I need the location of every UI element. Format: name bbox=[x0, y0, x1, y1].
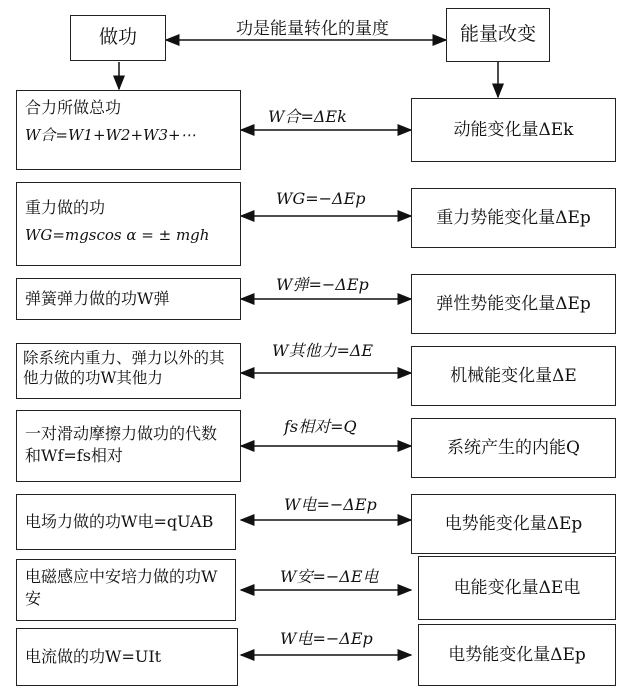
left-text-4: 除系统内重力、弹力以外的其他力做的功W其他力 bbox=[23, 349, 225, 388]
right-box-elastic-potential bbox=[411, 274, 616, 334]
right-box-kinetic bbox=[411, 98, 616, 162]
left-text-7: 电磁感应中安培力做的功W安 bbox=[25, 567, 218, 608]
right-text-1: 动能变化量ΔEk bbox=[453, 119, 574, 140]
left-box-friction bbox=[16, 410, 241, 482]
link-label-8: W电=−ΔEp bbox=[280, 629, 373, 648]
link-label-2: WG=−ΔEp bbox=[276, 189, 366, 208]
left-box-other-forces bbox=[16, 343, 241, 399]
link-label-7: W安=−ΔE电 bbox=[280, 567, 379, 586]
left-text-2: 重力做的功 bbox=[25, 198, 106, 217]
left-box-spring bbox=[16, 278, 241, 320]
right-box-internal-energy bbox=[411, 418, 616, 478]
right-box-gravity-potential bbox=[411, 188, 616, 248]
link-label-1: W合=ΔEk bbox=[268, 107, 347, 126]
right-text-2-label: 重力势能变化量ΔEp bbox=[436, 207, 591, 228]
left-text-5: 一对滑动摩擦力做功的代数和Wf=fs相对 bbox=[25, 424, 218, 465]
link-label-5: fs相对=Q bbox=[284, 417, 357, 436]
link-label-4: W其他力=ΔE bbox=[272, 341, 374, 360]
left-box-gravity bbox=[16, 182, 241, 266]
right-box-electrical-energy bbox=[418, 556, 616, 620]
right-text-8: 电势能变化量ΔEp bbox=[448, 644, 586, 665]
work-header-box bbox=[70, 15, 166, 61]
left-formula-2: WG=mgscos α = ± mgh bbox=[25, 225, 210, 244]
link-label-6: W电=−ΔEp bbox=[284, 495, 377, 514]
left-text-8: 电流做的功W=UIt bbox=[25, 647, 162, 667]
work-header-title: 做功 bbox=[98, 26, 137, 49]
left-formula-1: W合=W1+W2+W3+⋯ bbox=[25, 125, 196, 144]
energy-header-title: 能量改变 bbox=[459, 23, 536, 46]
header-center-label: 功是能量转化的量度 bbox=[236, 19, 389, 39]
left-box-net-work bbox=[16, 90, 241, 170]
right-text-7: 电能变化量ΔE电 bbox=[453, 577, 581, 598]
right-text-4: 机械能变化量ΔE bbox=[450, 365, 577, 386]
left-box-ampere bbox=[16, 559, 236, 621]
right-box-electric-potential bbox=[411, 494, 616, 554]
left-box-electric-field bbox=[16, 494, 236, 550]
left-text-1: 合力所做总功 bbox=[25, 98, 122, 117]
right-box-mechanical bbox=[411, 346, 616, 406]
left-text-6: 电场力做的功W电=qUAB bbox=[25, 512, 214, 532]
left-text-3: 弹簧弹力做的功W弹 bbox=[25, 289, 170, 309]
right-box-electric-potential-2 bbox=[418, 624, 616, 686]
right-text-5: 系统产生的内能Q bbox=[447, 437, 580, 458]
right-text-3: 弹性势能变化量ΔEp bbox=[436, 293, 591, 314]
right-text-6: 电势能变化量ΔEp bbox=[444, 513, 583, 534]
link-label-3: W弹=−ΔEp bbox=[276, 275, 369, 294]
left-box-current bbox=[16, 628, 238, 686]
energy-header-box bbox=[446, 8, 550, 62]
